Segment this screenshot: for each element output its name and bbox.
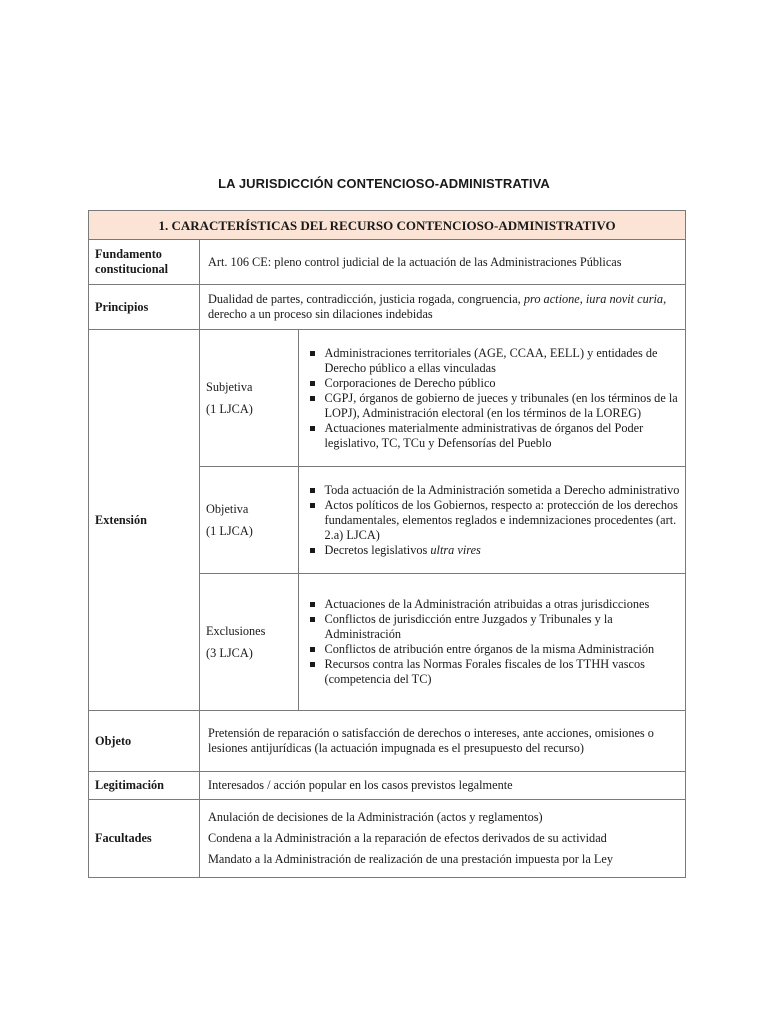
content-facultades: [200, 800, 686, 878]
exclusiones-label: [200, 573, 298, 710]
list-item: Conflictos de atribución entre órganos de la misma Administración: [325, 642, 681, 657]
objetiva-list: [299, 477, 687, 563]
label-legitimacion: Legitimación: [89, 772, 200, 800]
list-item: Administraciones territoriales (AGE, CCAA, EELL) y entidades de Derecho público a ellas vinculadas: [325, 346, 681, 376]
extension-subjetiva-row: [200, 330, 686, 466]
principios-text-italic: pro actione, iura novit curia: [523, 292, 664, 306]
extension-subtable: [200, 330, 686, 710]
list-item: Recursos contra las Normas Forales fiscales de los TTHH vascos (competencia del TC): [325, 657, 681, 687]
row-legitimacion: [89, 772, 686, 800]
subjetiva-list: [299, 340, 687, 456]
principios-text-1: Dualidad de partes, contradicción, justicia rogada, congruencia,: [208, 292, 524, 306]
exclusiones-list: [299, 591, 687, 692]
objetiva-content: [298, 466, 686, 573]
list-item: Actuaciones de la Administración atribuidas a otras jurisdicciones: [325, 597, 681, 612]
extension-objetiva-row: [200, 466, 686, 573]
facultades-line: Mandato a la Administración de realización de una prestación impuesta por la Ley: [208, 852, 613, 866]
content-fundamento: Art. 106 CE: pleno control judicial de la actuación de las Administraciones Públicas: [200, 240, 686, 285]
content-legitimacion: Interesados / acción popular en los casos previstos legalmente: [200, 772, 686, 800]
list-item: [325, 543, 681, 558]
label-fundamento-line1: Fundamento: [95, 247, 162, 261]
exclusiones-content: [298, 573, 686, 710]
label-facultades: Facultades: [89, 800, 200, 878]
exclusiones-title: Exclusiones: [206, 623, 266, 638]
content-principios: [200, 285, 686, 330]
row-principios: [89, 285, 686, 330]
objetiva-label: [200, 466, 298, 573]
label-fundamento-line2: constitucional: [95, 262, 169, 276]
subjetiva-title: Subjetiva: [206, 379, 253, 394]
list-item: Toda actuación de la Administración sometida a Derecho administrativo: [324, 482, 680, 497]
extension-exclusiones-row: [200, 573, 686, 710]
row-objeto: [89, 711, 686, 772]
decretos-text: Decretos legislativos: [324, 542, 431, 557]
facultades-line: Anulación de decisiones de la Administración (actos y reglamentos): [208, 810, 543, 824]
exclusiones-ref: (3 LJCA): [206, 645, 253, 660]
list-item: Corporaciones de Derecho público: [325, 376, 681, 391]
label-objeto: Objeto: [89, 711, 200, 772]
list-item: CGPJ, órganos de gobierno de jueces y tribunales (en los términos de la LOPJ), Administración electoral (en los términos de la LOREG): [325, 391, 681, 421]
content-extension: [200, 330, 686, 711]
row-facultades: [89, 800, 686, 878]
row-fundamento: [89, 240, 686, 285]
label-extension: Extensión: [89, 330, 200, 711]
label-principios: Principios: [89, 285, 200, 330]
facultades-line: Condena a la Administración a la reparación de efectos derivados de su actividad: [208, 831, 607, 845]
section-header: 1. CARACTERÍSTICAS DEL RECURSO CONTENCIOSO-ADMINISTRATIVO: [89, 211, 686, 240]
subjetiva-label: [200, 330, 298, 466]
ultra-vires-text: ultra vires: [430, 542, 481, 557]
list-item: Actuaciones materialmente administrativas de órganos del Poder legislativo, TC, TCu y Defensorías del Pueblo: [325, 421, 681, 451]
principios-text-2: , derecho a un proceso sin dilaciones indebidas: [208, 292, 667, 321]
list-item: Conflictos de jurisdicción entre Juzgados y Tribunales y la Administración: [325, 612, 681, 642]
row-extension: [89, 330, 686, 711]
objetiva-ref: (1 LJCA): [206, 523, 253, 538]
subjetiva-content: [298, 330, 686, 466]
objetiva-title: Objetiva: [206, 501, 249, 516]
content-objeto: Pretensión de reparación o satisfacción de derechos o intereses, ante acciones, omisiones o lesiones antijurídicas (la actuación impugnada es el presupuesto del recurso): [200, 711, 686, 772]
label-fundamento: [89, 240, 200, 285]
subjetiva-ref: (1 LJCA): [206, 401, 253, 416]
section-header-row: [89, 211, 686, 240]
characteristics-table: [88, 210, 686, 878]
list-item: Actos políticos de los Gobiernos, respecto a: protección de los derechos fundamentales, elementos reglados e indemnizaciones procedentes (art. 2.a) LJCA): [325, 498, 681, 543]
document-title: LA JURISDICCIÓN CONTENCIOSO-ADMINISTRATIVA: [218, 176, 550, 191]
